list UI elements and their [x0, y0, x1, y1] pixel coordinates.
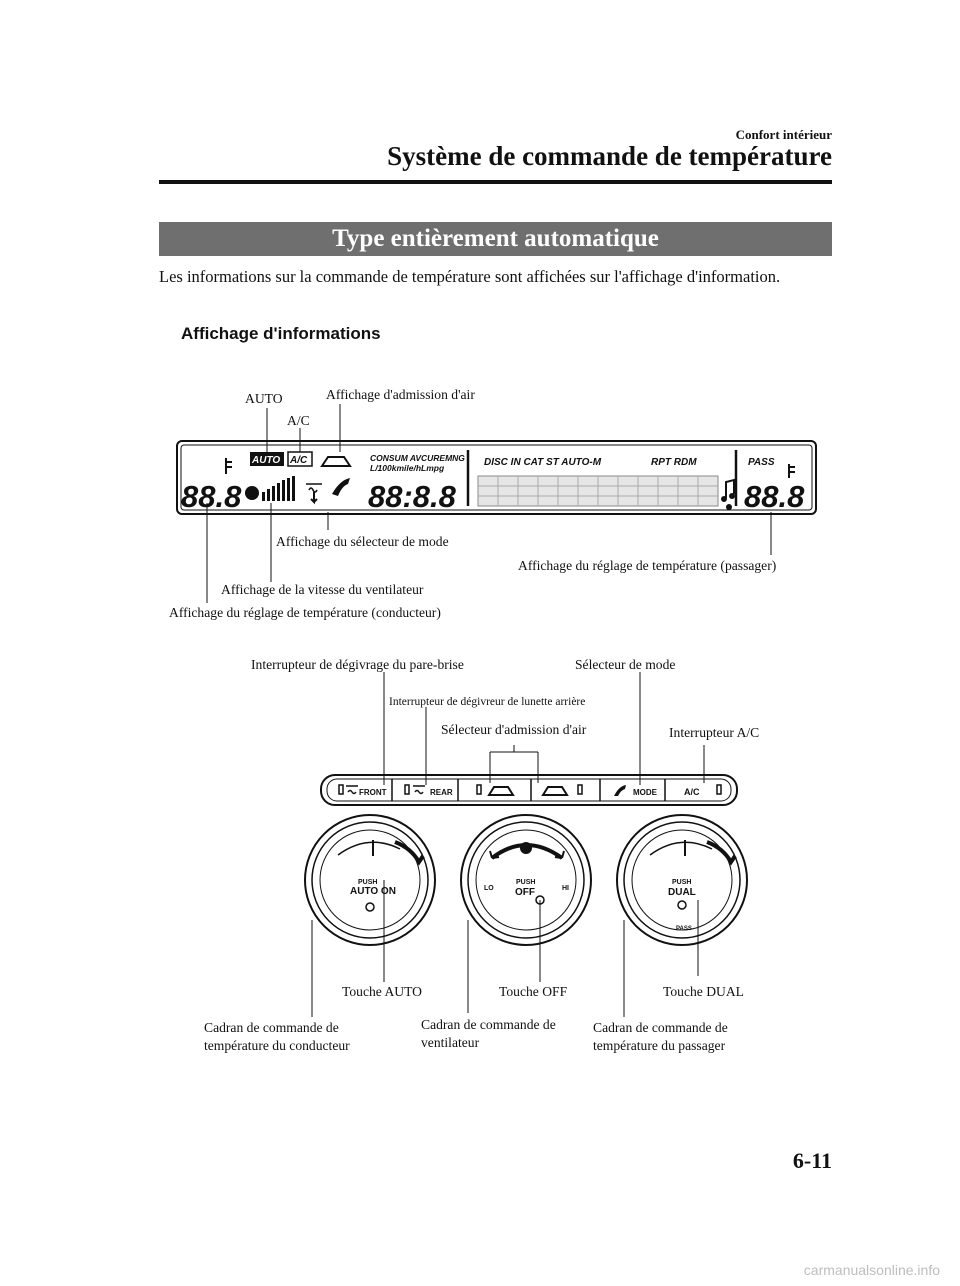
label-auto: AUTO [245, 391, 283, 406]
intro-paragraph: Les informations sur la commande de température sont affichées sur l'affichage d'information. [159, 267, 781, 286]
center-readout: 88:8.8 [368, 479, 456, 514]
screen-pass: PASS [748, 457, 775, 468]
label-windshield-defrost: Interrupteur de dégivrage du pare-brise [251, 657, 464, 672]
label-fan-speed-display: Affichage de la vitesse du ventilateur [221, 582, 424, 597]
label-fan-dial: Cadran de commande de ventilateur [421, 1017, 556, 1050]
rear-button-label: REAR [430, 788, 453, 797]
subheading: Affichage d'informations [181, 324, 381, 343]
label-ac: A/C [287, 413, 310, 428]
watermark: carmanualsonline.info [803, 1262, 940, 1278]
label-passenger-dial: Cadran de commande de température du passager [593, 1020, 728, 1053]
screen-units: L/100kmile/hLmpg [370, 463, 445, 473]
section-title: Confort intérieur [735, 127, 832, 142]
label-ac-switch: Interrupteur A/C [669, 725, 760, 740]
passenger-temp-readout: 88.8 [744, 479, 805, 514]
label-air-intake-display: Affichage d'admission d'air [326, 387, 475, 402]
driver-dial-auto-on: AUTO ON [350, 886, 396, 897]
screen-rpt-rdm: RPT RDM [651, 457, 697, 468]
passenger-dial-dual: DUAL [668, 887, 696, 898]
label-dual-button: Touche DUAL [663, 984, 744, 999]
ac-button-label: A/C [684, 787, 700, 797]
page-title: Système de commande de température [387, 141, 832, 171]
screen-consum: CONSUM AVCUREMNG [370, 453, 465, 463]
fan-dial-off: OFF [515, 887, 535, 898]
label-air-intake: Sélecteur d'admission d'air [441, 722, 587, 737]
driver-dial-push: PUSH [358, 879, 378, 886]
label-driver-dial: Cadran de commande de température du conducteur [204, 1020, 350, 1053]
label-passenger-temp-display: Affichage du réglage de température (passager) [518, 558, 777, 573]
fan-dial-push: PUSH [516, 879, 536, 886]
screen-audio-indicators: DISC IN CAT ST AUTO-M [484, 457, 602, 468]
label-rear-defogger: Interrupteur de dégivreur de lunette arrière [389, 696, 586, 708]
screen-auto-tag: AUTO [252, 455, 281, 466]
label-auto-button: Touche AUTO [342, 984, 422, 999]
front-button-label: FRONT [359, 788, 387, 797]
screen-ac-tag: A/C [290, 455, 308, 466]
section-banner: Type entièrement automatique [159, 222, 832, 256]
page-number: 6-11 [792, 1148, 832, 1173]
driver-temp-readout: 88.8 [181, 479, 242, 514]
label-mode-selector: Sélecteur de mode [575, 657, 676, 672]
passenger-dial-pass: PASS [676, 926, 692, 932]
label-driver-temp-display: Affichage du réglage de température (conducteur) [169, 605, 441, 620]
mode-button-label: MODE [633, 788, 657, 797]
fan-dial-hi: HI [562, 885, 569, 892]
fan-dial-lo: LO [484, 885, 494, 892]
passenger-dial-push: PUSH [672, 879, 692, 886]
label-mode-selector-display: Affichage du sélecteur de mode [276, 534, 449, 549]
label-off-button: Touche OFF [499, 984, 568, 999]
